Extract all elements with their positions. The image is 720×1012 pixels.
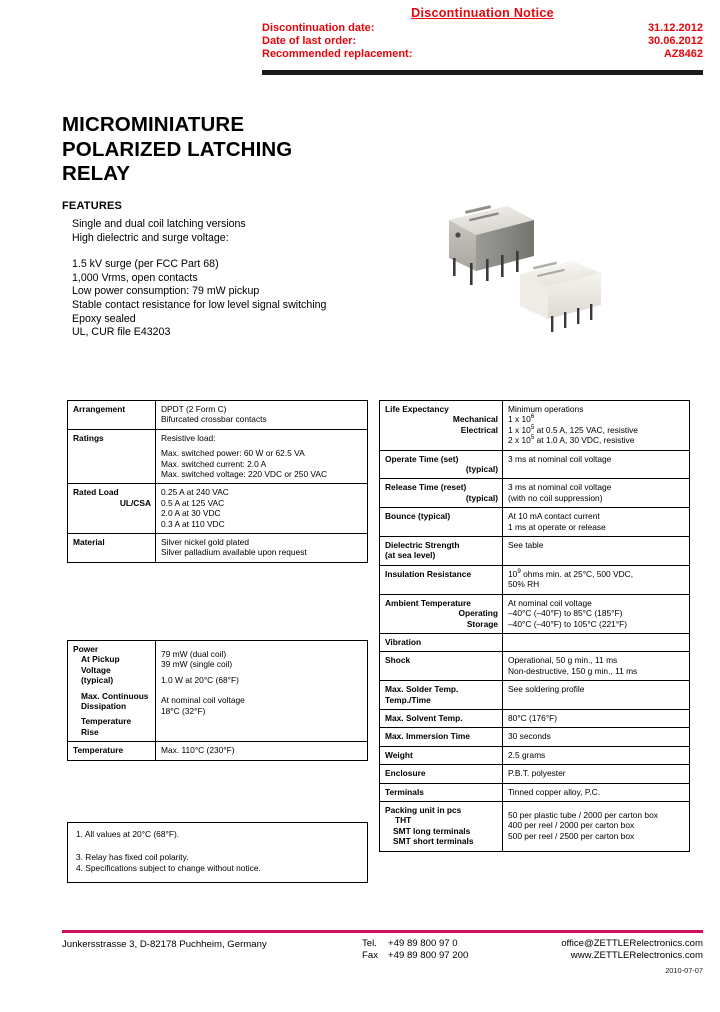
value-line: 18°C (32°F) (161, 705, 206, 716)
row-value: 3 ms at nominal coil voltage (503, 450, 690, 479)
footer-divider-rule (62, 930, 703, 933)
row-label: Material (68, 534, 156, 563)
specifications-table-left (67, 400, 368, 563)
label-line: Ambient Temperature (385, 597, 471, 608)
label-line: Temperature Rise (81, 716, 132, 737)
value-line: 0.25 A at 240 VAC (161, 487, 229, 498)
relay-product-photo (425, 198, 610, 343)
notice-value: AZ8462 (663, 48, 703, 61)
value-line: Silver palladium available upon request (161, 547, 307, 558)
label-line: Rated Load (73, 487, 119, 498)
row-value (156, 401, 368, 430)
power-table (67, 640, 368, 761)
table-row (380, 681, 690, 710)
row-value: Tinned copper alloy, P.C. (503, 783, 690, 801)
notice-label: Discontinuation date: (262, 22, 375, 34)
value-line: DPDT (2 Form C) (161, 404, 227, 414)
value-line: 79 mW (dual coil) (161, 649, 227, 659)
value-line: At nominal coil voltage (161, 695, 245, 706)
row-value (503, 565, 690, 594)
row-value (503, 633, 690, 651)
label-line: At Pickup Voltage (81, 654, 120, 675)
label-line: Dielectric Strength (385, 540, 460, 551)
table-row (68, 742, 368, 760)
row-value (503, 401, 690, 451)
page-title (62, 113, 292, 187)
contact-phone-block (362, 938, 532, 962)
label-line: SMT short terminals (393, 836, 474, 847)
row-value (156, 429, 368, 484)
value-line: $10^9$ ohms min. at 25°C, 500 VDC, (508, 568, 634, 579)
title-line: RELAY (62, 162, 131, 185)
label-line: Max. Solder Temp. (385, 684, 459, 695)
row-label: Bounce (typical) (380, 508, 503, 537)
table-row (68, 484, 368, 534)
table-row (68, 534, 368, 563)
label-line: (typical) (465, 492, 498, 503)
value-line: Non-destructive, 150 g min., 11 ms (508, 665, 638, 676)
label-line: (at sea level) (385, 550, 436, 561)
value-line: 500 per reel / 2500 per carton box (508, 830, 635, 841)
value-line: 0.3 A at 110 VDC (161, 518, 225, 529)
fax-label: Fax (362, 950, 378, 961)
table-row (68, 641, 368, 742)
row-value: P.B.T. polyester (503, 765, 690, 783)
note-item: 3. Relay has fixed coil polarity. (76, 851, 189, 862)
value-line: Bifurcated crossbar contacts (161, 414, 267, 425)
fax-value: +49 89 800 97 200 (388, 950, 469, 961)
value-line: Resistive load: (161, 432, 216, 443)
contact-web-block (532, 938, 703, 962)
notice-title: Discontinuation Notice (411, 6, 554, 20)
value-line: 3 ms at nominal coil voltage (508, 482, 612, 493)
table-row (380, 508, 690, 537)
feature-item: Single and dual coil latching versions (72, 218, 246, 230)
company-address: Junkersstrasse 3, D-82178 Puchheim, Germany (62, 939, 267, 950)
row-value (503, 652, 690, 681)
row-label: Weight (380, 746, 503, 764)
feature-item: Epoxy sealed (72, 312, 136, 325)
row-value (503, 594, 690, 633)
notice-value: 31.12.2012 (647, 22, 703, 34)
value-line: At nominal coil voltage (508, 597, 592, 608)
revision-date-stamp: 2010-07-07 (665, 966, 703, 975)
notice-label: Date of last order: (262, 35, 357, 48)
feature-item: UL, CUR file E43203 (72, 326, 171, 339)
row-label (380, 681, 503, 710)
notice-row (262, 35, 703, 48)
row-value: 30 seconds (503, 728, 690, 746)
specifications-table-right (379, 400, 690, 852)
label-line: Storage (466, 618, 498, 629)
row-label: Insulation Resistance (380, 565, 503, 594)
table-row (380, 746, 690, 764)
value-line: 50% RH (508, 579, 540, 590)
features-heading: FEATURES (62, 200, 123, 212)
label-line: THT (395, 815, 412, 826)
header-divider-bar (262, 70, 703, 75)
feature-spacer (72, 245, 402, 258)
label-line: Operating (458, 608, 498, 619)
table-row (68, 401, 368, 430)
label-line: Life Expectancy (385, 404, 449, 414)
table-row (380, 401, 690, 451)
table-row (380, 801, 690, 851)
row-label: Shock (380, 652, 503, 681)
title-line: POLARIZED LATCHING (62, 137, 293, 161)
value-line: 50 per plastic tube / 2000 per carton box (508, 809, 658, 820)
feature-item: High dielectric and surge voltage: (72, 231, 229, 244)
row-label: Ratings (68, 429, 156, 484)
fax-line (362, 950, 532, 962)
row-label: Vibration (380, 633, 503, 651)
notice-label: Recommended replacement: (262, 48, 413, 61)
label-line: Mechanical (452, 414, 498, 425)
row-value: Max. 110°C (230°F) (156, 742, 368, 760)
label-line: Power (73, 644, 99, 654)
feature-item: Low power consumption: 79 mW pickup (72, 285, 260, 298)
value-line: 1 x $10^6$ (508, 413, 535, 425)
value-line: At 10 mA contact current (508, 511, 600, 522)
value-line: 1.0 W at 20°C (68°F) (161, 674, 239, 685)
row-label (380, 401, 503, 451)
table-row (380, 633, 690, 651)
row-label (68, 484, 156, 534)
row-value: 80°C (176°F) (503, 709, 690, 727)
telephone-label: Tel. (362, 938, 377, 949)
row-value (156, 484, 368, 534)
label-line: Operate Time (set) (385, 453, 459, 464)
label-line: Packing unit in pcs (385, 804, 462, 815)
table-row (380, 728, 690, 746)
row-value (156, 534, 368, 563)
feature-item: 1,000 Vrms, open contacts (72, 271, 198, 284)
table-row (380, 783, 690, 801)
notice-value: 30.06.2012 (647, 35, 703, 48)
telephone-line (362, 938, 532, 950)
label-line: SMT long terminals (393, 825, 471, 836)
value-line: Max. switched voltage: 220 VDC or 250 VAC (161, 469, 328, 480)
value-line: Max. switched power: 60 W or 62.5 VA (161, 448, 305, 459)
website-url[interactable]: www.ZETTLERelectronics.com (570, 950, 703, 961)
row-label: Max. Immersion Time (380, 728, 503, 746)
features-list (72, 218, 402, 340)
row-label (380, 594, 503, 633)
value-line: 2.0 A at 30 VDC (161, 508, 221, 519)
label-line: Temp./Time (385, 694, 431, 705)
row-label: Enclosure (380, 765, 503, 783)
row-label (380, 801, 503, 851)
table-row (380, 479, 690, 508)
value-line: Silver nickel gold plated (161, 537, 249, 548)
feature-item: Stable contact resistance for low level signal switching (72, 298, 327, 311)
email-address[interactable]: office@ZETTLERelectronics.com (561, 938, 703, 949)
notice-row (262, 22, 703, 35)
label-line: (typical) (81, 675, 114, 686)
table-row (380, 565, 690, 594)
row-label: Arrangement (68, 401, 156, 430)
value-line: Minimum operations (508, 404, 584, 414)
table-row (380, 537, 690, 566)
title-line: MICROMINIATURE (62, 113, 245, 136)
table-row (380, 594, 690, 633)
note-item: 4. Specifications subject to change without notice. (76, 863, 261, 873)
table-row (68, 429, 368, 484)
row-label (380, 537, 503, 566)
note-spacer (76, 841, 359, 852)
relay-white (520, 261, 601, 332)
note-item: 1. All values at 20°C (68°F). (76, 829, 180, 839)
value-line: Operational, 50 g min., 11 ms (508, 655, 618, 666)
telephone-value: +49 89 800 97 0 (388, 938, 458, 949)
discontinuation-notice (262, 6, 703, 62)
row-value: 2.5 grams (503, 746, 690, 764)
row-value: See table (503, 537, 690, 566)
table-row (380, 709, 690, 727)
row-value (503, 801, 690, 851)
row-label: Max. Solvent Temp. (380, 709, 503, 727)
row-label (380, 479, 503, 508)
relay-gray (449, 205, 534, 285)
value-line: 2 x $10^5$ at 1.0 A, 30 VDC, resistive (508, 434, 635, 446)
row-label: Temperature (68, 742, 156, 760)
value-line: 0.5 A at 125 VAC (161, 497, 225, 508)
notice-row (262, 48, 703, 61)
value-line: 1 x $10^5$ at 0.5 A, 125 VAC, resistive (508, 424, 638, 435)
row-label (380, 450, 503, 479)
table-row (380, 450, 690, 479)
row-value (156, 641, 368, 742)
table-row (380, 652, 690, 681)
row-value (503, 508, 690, 537)
value-line: –40°C (–40°F) to 105°C (221°F) (508, 618, 628, 629)
label-line: Max. Continuous (81, 690, 149, 701)
value-line: 39 mW (single coil) (161, 659, 233, 670)
label-line: (typical) (465, 464, 498, 475)
label-line: Dissipation (81, 701, 127, 712)
value-line: –40°C (–40°F) to 85°C (185°F) (508, 608, 623, 619)
table-row (380, 765, 690, 783)
row-label: Terminals (380, 783, 503, 801)
label-line: UL/CSA (119, 497, 151, 508)
value-line: (with no coil suppression) (508, 492, 603, 503)
row-value: See soldering profile (503, 681, 690, 710)
notes-box (67, 822, 368, 883)
feature-item: 1.5 kV surge (per FCC Part 68) (72, 258, 219, 271)
value-line: Max. switched current: 2.0 A (161, 458, 267, 469)
footer (62, 938, 703, 962)
label-line: Electrical (460, 424, 498, 435)
value-line: 400 per reel / 2000 per carton box (508, 820, 635, 831)
label-line: Release Time (reset) (385, 482, 467, 493)
value-line: 1 ms at operate or release (508, 521, 606, 532)
row-value (503, 479, 690, 508)
row-label (68, 641, 156, 742)
